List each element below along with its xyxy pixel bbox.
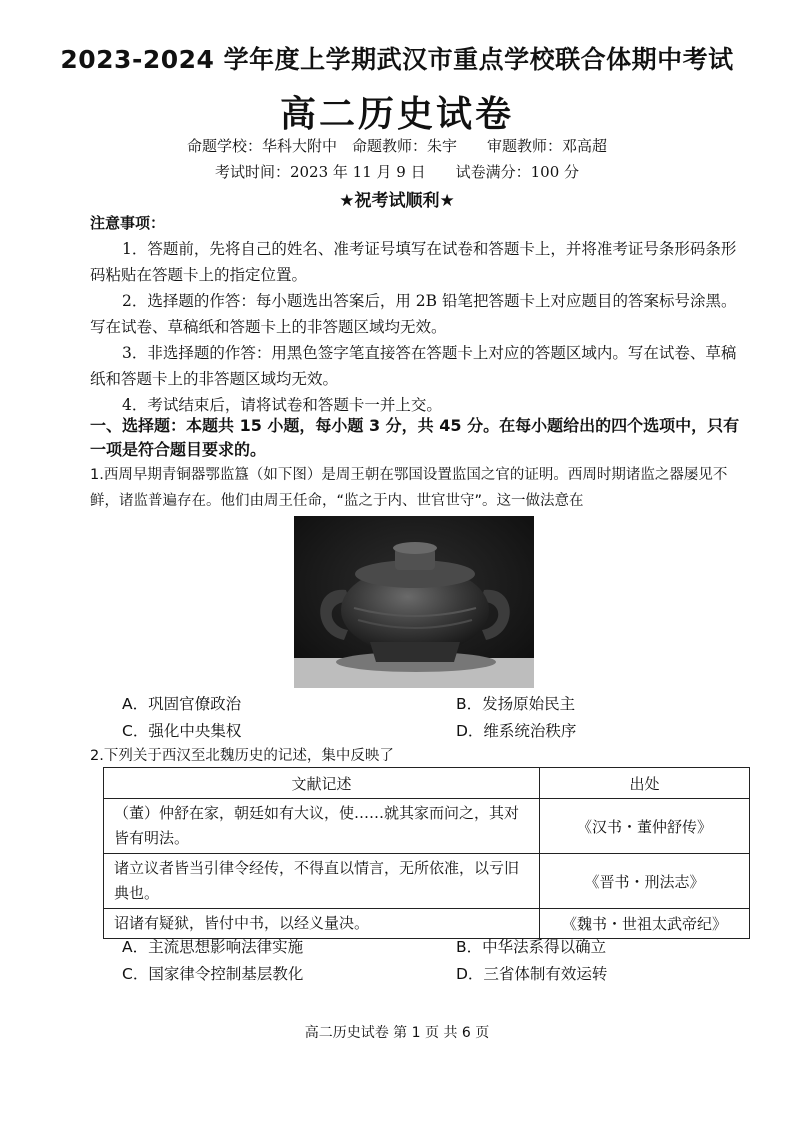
q2-option-d: D．三省体制有效运转 — [456, 965, 608, 983]
bronze-vessel-photo — [294, 516, 534, 688]
table-cell-text: （董）仲舒在家，朝廷如有大议，使……就其家而问之，其对皆有明法。 — [104, 799, 540, 854]
notice-item: 3．非选择题的作答：用黑色签字笔直接答在答题卡上对应的答题区域内。写在试卷、草稿纸和答题卡上的非答题区域均无效。 — [90, 344, 737, 388]
notice-item: 4．考试结束后，请将试卷和答题卡一并上交。 — [122, 396, 442, 414]
table-header-cell: 文献记述 — [104, 768, 540, 799]
table-row — [104, 909, 750, 939]
exam-subtitle: 高二历史试卷 — [279, 94, 514, 135]
exam-wish: ★祝考试顺利★ — [339, 191, 455, 211]
q1-option-b: B．发扬原始民主 — [456, 695, 576, 713]
exam-title: 2023-2024 学年度上学期武汉市重点学校联合体期中考试 — [60, 45, 734, 74]
table-header-row — [104, 768, 750, 799]
q1-option-a: A．巩固官僚政治 — [122, 695, 242, 713]
exam-time-score: 考试时间：2023 年 11 月 9 日 试卷满分：100 分 — [214, 163, 580, 181]
notice-item: 1．答题前，先将自己的姓名、准考证号填写在试卷和答题卡上，并将准考证号条形码条形码粘贴在答题卡上的指定位置。 — [90, 240, 737, 284]
exam-authors: 命题学校：华科大附中 命题教师：朱宇 审题教师：邓高超 — [186, 137, 607, 155]
q1-option-d: D．维系统治秩序 — [456, 722, 577, 740]
q2-option-c: C．国家律令控制基层教化 — [122, 965, 304, 983]
notice-heading: 注意事项： — [90, 214, 166, 232]
q1-option-c: C．强化中央集权 — [122, 722, 242, 740]
literature-table — [103, 767, 750, 939]
notice-item: 2．选择题的作答：每小题选出答案后，用 2B 铅笔把答题卡上对应题目的答案标号涂黑。写在试卷、草稿纸和答题卡上的非答题区域均无效。 — [90, 292, 737, 336]
table-cell-source: 《汉书・董仲舒传》 — [540, 799, 750, 854]
page-footer: 高二历史试卷 第 1 页 共 6 页 — [304, 1025, 490, 1041]
table-cell-source: 《魏书・世祖太武帝纪》 — [540, 909, 750, 939]
q2-option-a: A．主流思想影响法律实施 — [122, 938, 304, 956]
table-row — [104, 799, 750, 854]
section-heading: 一、选择题：本题共 15 小题，每小题 3 分，共 45 分。在每小题给出的四个选项中，只有一项是符合题目要求的。 — [90, 416, 740, 459]
question-2-stem: 2.下列关于西汉至北魏历史的记述，集中反映了 — [90, 748, 394, 764]
table-cell-source: 《晋书・刑法志》 — [540, 854, 750, 909]
question-1-stem: 1.西周早期青铜器鄂监簋（如下图）是周王朝在鄂国设置监国之官的证明。西周时期诸监之器屡见不鲜，诸监普遍存在。他们由周王任命，“监之于内、世官世守”。这一做法意在 — [90, 467, 728, 509]
table-cell-text: 诸立议者皆当引律令经传，不得直以情言，无所依准，以亏旧典也。 — [104, 854, 540, 909]
table-cell-text: 诏诸有疑狱，皆付中书，以经义量决。 — [104, 909, 540, 939]
q2-option-b: B．中华法系得以确立 — [456, 938, 607, 956]
table-row — [104, 854, 750, 909]
table-header-cell: 出处 — [540, 768, 750, 799]
